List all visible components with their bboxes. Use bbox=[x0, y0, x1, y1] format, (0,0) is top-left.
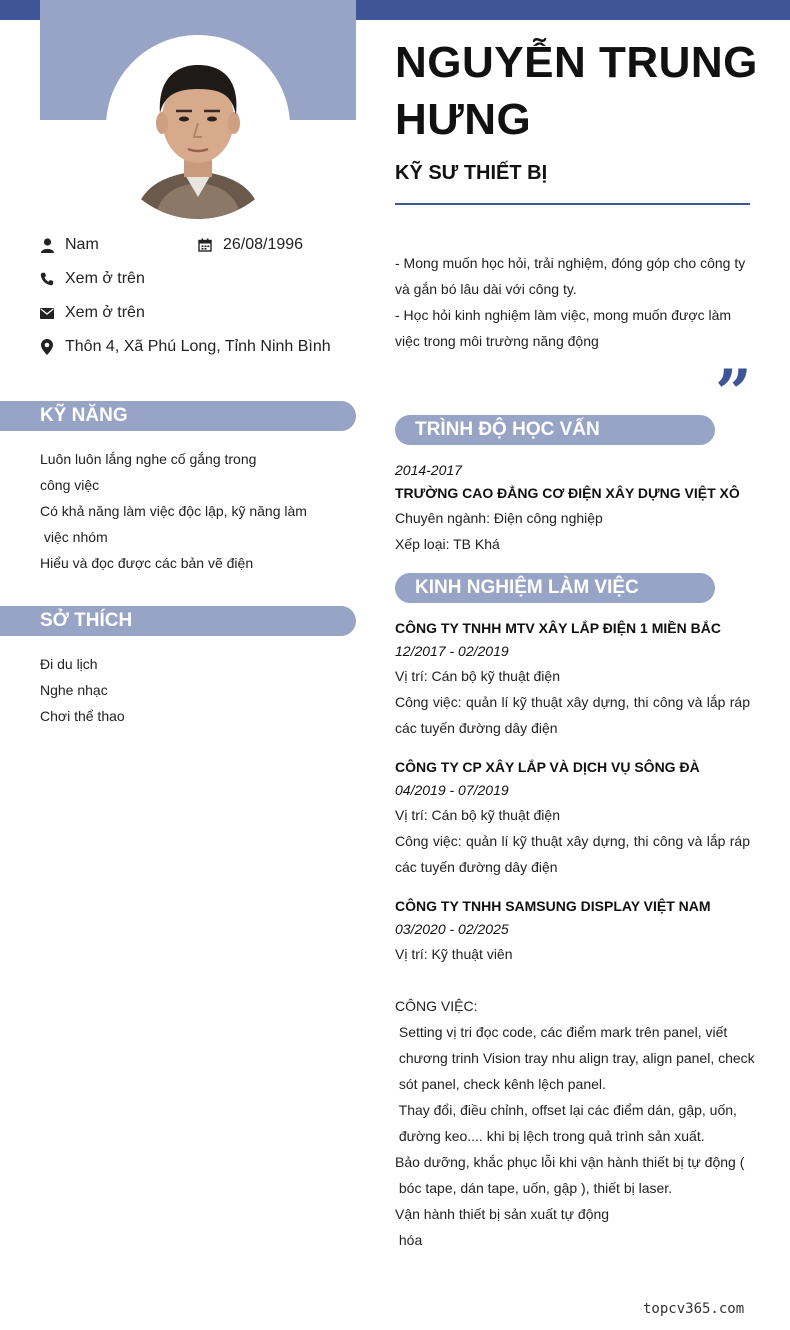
list-item: bóc tape, dán tape, uốn, gập ), thiết bị laser. bbox=[395, 1180, 673, 1196]
phone-value: Xem ở trên bbox=[65, 270, 145, 287]
address-info bbox=[40, 338, 331, 356]
title-divider bbox=[395, 203, 750, 205]
list-item: việc nhóm bbox=[40, 529, 108, 545]
objective-line: - Học hỏi kinh nghiệm làm việc, mong muốn được làm việc trong môi trường năng động bbox=[395, 307, 732, 349]
education-heading: TRÌNH ĐỘ HỌC VẤN bbox=[395, 415, 715, 445]
experience-heading: KINH NGHIỆM LÀM VIỆC bbox=[395, 573, 715, 603]
list-item: công việc bbox=[40, 477, 100, 493]
hobbies-list bbox=[40, 651, 340, 729]
education-major: Chuyên ngành: Điện công nghiệp bbox=[395, 510, 603, 526]
candidate-name: NGUYỄN TRUNG HƯNG bbox=[395, 38, 758, 144]
avatar bbox=[106, 35, 290, 219]
list-item: sót panel, check kênh lệch panel. bbox=[395, 1076, 606, 1092]
calendar-icon bbox=[198, 237, 212, 253]
list-item: Setting vị tri đọc code, các điểm mark trên panel, viết bbox=[395, 1024, 728, 1040]
job-position: Vị trí: Kỹ thuật viên bbox=[395, 946, 513, 962]
phone-info bbox=[40, 270, 145, 288]
gender-info bbox=[40, 236, 99, 254]
list-item: chương trinh Vision tray nhu align tray, align panel, check bbox=[395, 1050, 755, 1066]
list-item: Bảo dưỡng, khắc phục lỗi khi vận hành thiết bị tự động ( bbox=[395, 1154, 745, 1170]
list-item: Luôn luôn lắng nghe cố gắng trong bbox=[40, 451, 257, 467]
list-item: Thay đổi, điều chỉnh, offset lại các điểm dán, gập, uốn, bbox=[395, 1102, 737, 1118]
envelope-icon bbox=[40, 305, 54, 321]
company-name: CÔNG TY CP XÂY LẮP VÀ DỊCH VỤ SÔNG ĐÀ bbox=[395, 759, 700, 775]
job-period: 03/2020 - 02/2025 bbox=[395, 921, 509, 937]
job-period: 04/2019 - 07/2019 bbox=[395, 782, 509, 798]
phone-icon bbox=[40, 271, 54, 287]
job-duty: Công việc: quản lí kỹ thuật xây dựng, thi công và lắp ráp các tuyến đường dây điện bbox=[395, 694, 750, 736]
footer-site: topcv365.com bbox=[643, 1301, 745, 1317]
list-item: đường keo.... khi bị lệch trong quả trình sản xuất. bbox=[395, 1128, 705, 1144]
job-position: Vị trí: Cán bộ kỹ thuật điện bbox=[395, 807, 560, 823]
list-item: Nghe nhạc bbox=[40, 682, 108, 698]
birthday-value: 26/08/1996 bbox=[223, 236, 304, 253]
duty-heading: CÔNG VIỆC: bbox=[395, 998, 478, 1014]
duty-list bbox=[395, 1019, 755, 1253]
job-period: 12/2017 - 02/2019 bbox=[395, 643, 509, 659]
gender-value: Nam bbox=[65, 236, 99, 253]
list-item: Hiểu và đọc được các bản vẽ điện bbox=[40, 555, 254, 571]
quote-icon: ” bbox=[715, 356, 752, 431]
career-objective bbox=[395, 250, 750, 354]
job-duty: Công việc: quản lí kỹ thuật xây dựng, thi công và lắp ráp các tuyến đường dây điện bbox=[395, 833, 750, 875]
map-pin-icon bbox=[40, 339, 54, 355]
hobbies-heading: SỞ THÍCH bbox=[0, 606, 356, 636]
list-item: hóa bbox=[395, 1232, 423, 1248]
education-period: 2014-2017 bbox=[395, 462, 462, 478]
skills-list bbox=[40, 446, 340, 576]
company-name: CÔNG TY TNHH MTV XÂY LẮP ĐIỆN 1 MIỀN BẮC bbox=[395, 620, 721, 636]
email-value: Xem ở trên bbox=[65, 304, 145, 321]
school-name: TRƯỜNG CAO ĐẲNG CƠ ĐIỆN XÂY DỰNG VIỆT XÔ bbox=[395, 485, 740, 501]
email-info bbox=[40, 304, 145, 322]
portrait-photo bbox=[106, 35, 290, 219]
job-position: Vị trí: Cán bộ kỹ thuật điện bbox=[395, 668, 560, 684]
user-icon bbox=[40, 237, 54, 253]
education-grade: Xếp loại: TB Khá bbox=[395, 536, 500, 552]
list-item: Có khả năng làm việc độc lập, kỹ năng làm bbox=[40, 503, 307, 519]
birthday-info bbox=[198, 236, 303, 254]
job-title: KỸ SƯ THIẾT BỊ bbox=[395, 162, 548, 184]
objective-line: - Mong muốn học hỏi, trải nghiệm, đóng góp cho công ty và gắn bó lâu dài với công ty. bbox=[395, 255, 746, 297]
skills-heading: KỸ NĂNG bbox=[0, 401, 356, 431]
list-item: Đi du lịch bbox=[40, 656, 98, 672]
list-item: Chơi thể thao bbox=[40, 708, 125, 724]
list-item: Vận hành thiết bị sản xuất tự động bbox=[395, 1206, 610, 1222]
company-name: CÔNG TY TNHH SAMSUNG DISPLAY VIỆT NAM bbox=[395, 898, 711, 914]
address-value: Thôn 4, Xã Phú Long, Tỉnh Ninh Bình bbox=[65, 338, 331, 355]
